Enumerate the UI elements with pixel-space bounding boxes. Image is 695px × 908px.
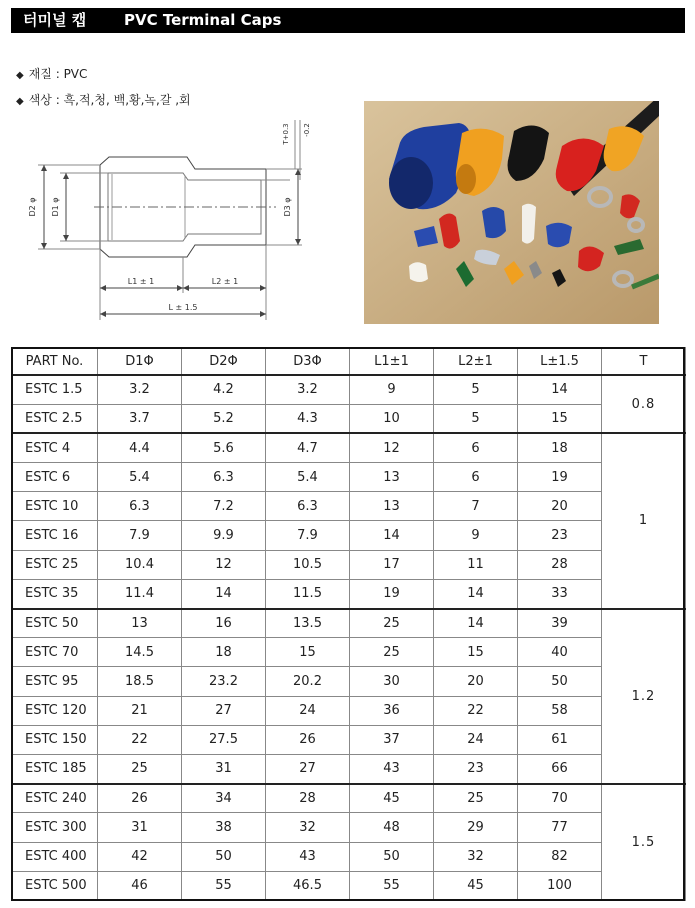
dimension-cell: 18 bbox=[182, 638, 266, 667]
dimension-cell: 28 bbox=[266, 784, 350, 813]
dimension-cell: 55 bbox=[182, 871, 266, 900]
header-l: L±1.5 bbox=[518, 348, 602, 376]
dimension-cell: 55 bbox=[350, 871, 434, 900]
d3-label: D3 φ bbox=[283, 197, 292, 217]
part-number-cell: ESTC 95 bbox=[12, 667, 98, 696]
part-number-cell: ESTC 16 bbox=[12, 521, 98, 550]
dimension-cell: 19 bbox=[350, 579, 434, 608]
dimension-cell: 50 bbox=[182, 842, 266, 871]
table-row bbox=[12, 463, 686, 492]
dimension-cell: 37 bbox=[350, 725, 434, 754]
dimension-cell: 4.4 bbox=[98, 433, 182, 462]
dimension-cell: 12 bbox=[350, 433, 434, 462]
dimension-cell: 23.2 bbox=[182, 667, 266, 696]
dimension-cell: 48 bbox=[350, 813, 434, 842]
dimension-cell: 28 bbox=[518, 550, 602, 579]
l-label: L ± 1.5 bbox=[168, 303, 198, 312]
dimension-cell: 3.7 bbox=[98, 404, 182, 433]
spec-color-value: 흑,적,청, 백,황,녹,갈 ,회 bbox=[63, 93, 191, 107]
dimension-cell: 25 bbox=[350, 609, 434, 638]
dimension-cell: 10 bbox=[350, 404, 434, 433]
dimension-cell: 32 bbox=[266, 813, 350, 842]
dimension-cell: 12 bbox=[182, 550, 266, 579]
dimension-cell: 13 bbox=[98, 609, 182, 638]
dimension-cell: 5 bbox=[434, 404, 518, 433]
dimension-cell: 66 bbox=[518, 754, 602, 783]
dimension-cell: 22 bbox=[98, 725, 182, 754]
diamond-bullet-icon: ◆ bbox=[16, 70, 24, 81]
dimension-cell: 4.2 bbox=[182, 375, 266, 404]
dimension-cell: 9.9 bbox=[182, 521, 266, 550]
dimension-cell: 70 bbox=[518, 784, 602, 813]
part-number-cell: ESTC 500 bbox=[12, 871, 98, 900]
table-row bbox=[12, 696, 686, 725]
diamond-bullet-icon: ◆ bbox=[16, 96, 24, 107]
dimension-cell: 4.7 bbox=[266, 433, 350, 462]
part-number-cell: ESTC 25 bbox=[12, 550, 98, 579]
l2-label: L2 ± 1 bbox=[211, 277, 239, 286]
dimension-cell: 18 bbox=[518, 433, 602, 462]
spec-table-body bbox=[12, 375, 686, 901]
dimension-cell: 23 bbox=[518, 521, 602, 550]
dimension-cell: 29 bbox=[434, 813, 518, 842]
dimension-cell: 15 bbox=[266, 638, 350, 667]
dimension-cell: 22 bbox=[434, 696, 518, 725]
dimension-cell: 31 bbox=[98, 813, 182, 842]
dimension-cell: 20.2 bbox=[266, 667, 350, 696]
dimension-cell: 3.2 bbox=[98, 375, 182, 404]
table-row bbox=[12, 521, 686, 550]
dimension-cell: 24 bbox=[434, 725, 518, 754]
dimension-cell: 4.3 bbox=[266, 404, 350, 433]
part-number-cell: ESTC 300 bbox=[12, 813, 98, 842]
header-l2: L2±1 bbox=[434, 348, 518, 376]
table-row bbox=[12, 667, 686, 696]
dimension-cell: 20 bbox=[434, 667, 518, 696]
dimension-cell: 77 bbox=[518, 813, 602, 842]
part-number-cell: ESTC 50 bbox=[12, 609, 98, 638]
dimension-cell: 14 bbox=[518, 375, 602, 404]
page-header bbox=[11, 8, 685, 33]
dimension-cell: 43 bbox=[266, 842, 350, 871]
part-number-cell: ESTC 240 bbox=[12, 784, 98, 813]
dimension-cell: 82 bbox=[518, 842, 602, 871]
cap-dimension-diagram bbox=[20, 110, 320, 325]
dimension-cell: 7.2 bbox=[182, 492, 266, 521]
part-number-cell: ESTC 120 bbox=[12, 696, 98, 725]
dimension-cell: 45 bbox=[434, 871, 518, 900]
part-number-cell: ESTC 2.5 bbox=[12, 404, 98, 433]
table-row bbox=[12, 871, 686, 900]
spec-color-label: 색상 bbox=[28, 93, 52, 107]
dimension-cell: 7 bbox=[434, 492, 518, 521]
thickness-cell: 1 bbox=[602, 433, 686, 608]
thickness-cell: 0.8 bbox=[602, 375, 686, 433]
dimension-cell: 15 bbox=[518, 404, 602, 433]
table-row bbox=[12, 842, 686, 871]
dimension-cell: 23 bbox=[434, 754, 518, 783]
thickness-cell: 1.2 bbox=[602, 609, 686, 784]
dimension-cell: 30 bbox=[350, 667, 434, 696]
header-t: T bbox=[602, 348, 686, 376]
thickness-cell: 1.5 bbox=[602, 784, 686, 901]
spec-material-label: 재질 bbox=[28, 67, 52, 81]
dimension-cell: 58 bbox=[518, 696, 602, 725]
dimension-cell: 11.5 bbox=[266, 579, 350, 608]
header-title-english: PVC Terminal Caps bbox=[124, 11, 282, 29]
header-d3: D3Φ bbox=[266, 348, 350, 376]
table-row bbox=[12, 725, 686, 754]
dimension-cell: 5.2 bbox=[182, 404, 266, 433]
dimension-cell: 18.5 bbox=[98, 667, 182, 696]
table-row bbox=[12, 492, 686, 521]
dimension-cell: 24 bbox=[266, 696, 350, 725]
part-number-cell: ESTC 4 bbox=[12, 433, 98, 462]
dimension-cell: 19 bbox=[518, 463, 602, 492]
dimension-cell: 6 bbox=[434, 463, 518, 492]
dimension-cell: 10.5 bbox=[266, 550, 350, 579]
dimension-cell: 7.9 bbox=[266, 521, 350, 550]
header-l1: L1±1 bbox=[350, 348, 434, 376]
dimension-cell: 42 bbox=[98, 842, 182, 871]
t-plus-label: T+0.3 bbox=[282, 123, 290, 145]
spec-table bbox=[11, 347, 686, 901]
part-number-cell: ESTC 6 bbox=[12, 463, 98, 492]
dimension-cell: 25 bbox=[350, 638, 434, 667]
dimension-cell: 5.4 bbox=[266, 463, 350, 492]
dimension-cell: 6.3 bbox=[182, 463, 266, 492]
dimension-cell: 14 bbox=[350, 521, 434, 550]
dimension-cell: 46.5 bbox=[266, 871, 350, 900]
dimension-cell: 27 bbox=[266, 754, 350, 783]
dimension-cell: 16 bbox=[182, 609, 266, 638]
t-minus-label: -0.2 bbox=[303, 123, 311, 137]
dimension-cell: 36 bbox=[350, 696, 434, 725]
dimension-cell: 5.4 bbox=[98, 463, 182, 492]
spec-material: ◆ 재질 : PVC bbox=[16, 67, 88, 81]
header-title-korean: 터미널 캡 bbox=[23, 11, 87, 29]
dimension-cell: 9 bbox=[434, 521, 518, 550]
dimension-cell: 20 bbox=[518, 492, 602, 521]
dimension-cell: 25 bbox=[434, 784, 518, 813]
spec-color: ◆ 색상 : 흑,적,청, 백,황,녹,갈 ,회 bbox=[16, 93, 191, 107]
dimension-cell: 10.4 bbox=[98, 550, 182, 579]
table-row bbox=[12, 550, 686, 579]
header-d2: D2Φ bbox=[182, 348, 266, 376]
dimension-cell: 17 bbox=[350, 550, 434, 579]
dimension-cell: 100 bbox=[518, 871, 602, 900]
dimension-cell: 40 bbox=[518, 638, 602, 667]
table-row bbox=[12, 404, 686, 433]
dimension-cell: 6.3 bbox=[98, 492, 182, 521]
dimension-cell: 34 bbox=[182, 784, 266, 813]
dimension-cell: 45 bbox=[350, 784, 434, 813]
dimension-cell: 14 bbox=[434, 609, 518, 638]
part-number-cell: ESTC 1.5 bbox=[12, 375, 98, 404]
dimension-cell: 6 bbox=[434, 433, 518, 462]
dimension-cell: 38 bbox=[182, 813, 266, 842]
dimension-cell: 50 bbox=[518, 667, 602, 696]
dimension-cell: 15 bbox=[434, 638, 518, 667]
table-row bbox=[12, 754, 686, 783]
dimension-cell: 13 bbox=[350, 492, 434, 521]
l1-label: L1 ± 1 bbox=[127, 277, 155, 286]
dimension-cell: 13 bbox=[350, 463, 434, 492]
table-row bbox=[12, 813, 686, 842]
dimension-cell: 3.2 bbox=[266, 375, 350, 404]
dimension-cell: 14 bbox=[434, 579, 518, 608]
dimension-cell: 25 bbox=[98, 754, 182, 783]
dimension-cell: 13.5 bbox=[266, 609, 350, 638]
dimension-cell: 9 bbox=[350, 375, 434, 404]
dimension-cell: 27 bbox=[182, 696, 266, 725]
dimension-cell: 5 bbox=[434, 375, 518, 404]
dimension-cell: 43 bbox=[350, 754, 434, 783]
dimension-cell: 31 bbox=[182, 754, 266, 783]
dimension-cell: 50 bbox=[350, 842, 434, 871]
part-number-cell: ESTC 150 bbox=[12, 725, 98, 754]
dimension-cell: 32 bbox=[434, 842, 518, 871]
dimension-cell: 14.5 bbox=[98, 638, 182, 667]
table-row bbox=[12, 609, 686, 638]
dimension-cell: 26 bbox=[98, 784, 182, 813]
table-row bbox=[12, 638, 686, 667]
dimension-cell: 21 bbox=[98, 696, 182, 725]
d1-label: D1 φ bbox=[51, 197, 60, 217]
part-number-cell: ESTC 185 bbox=[12, 754, 98, 783]
dimension-cell: 46 bbox=[98, 871, 182, 900]
dimension-cell: 26 bbox=[266, 725, 350, 754]
part-number-cell: ESTC 400 bbox=[12, 842, 98, 871]
part-number-cell: ESTC 10 bbox=[12, 492, 98, 521]
dimension-cell: 6.3 bbox=[266, 492, 350, 521]
table-header-row bbox=[12, 348, 686, 376]
table-row bbox=[12, 579, 686, 608]
part-number-cell: ESTC 70 bbox=[12, 638, 98, 667]
table-row bbox=[12, 375, 686, 404]
dimension-cell: 5.6 bbox=[182, 433, 266, 462]
dimension-cell: 11 bbox=[434, 550, 518, 579]
header-d1: D1Φ bbox=[98, 348, 182, 376]
table-row bbox=[12, 784, 686, 813]
table-row bbox=[12, 433, 686, 462]
spec-material-value: PVC bbox=[63, 67, 88, 81]
dimension-cell: 33 bbox=[518, 579, 602, 608]
part-number-cell: ESTC 35 bbox=[12, 579, 98, 608]
dimension-cell: 61 bbox=[518, 725, 602, 754]
dimension-cell: 14 bbox=[182, 579, 266, 608]
dimension-cell: 7.9 bbox=[98, 521, 182, 550]
d2-label: D2 φ bbox=[28, 197, 37, 217]
header-part-no: PART No. bbox=[12, 348, 98, 376]
dimension-cell: 39 bbox=[518, 609, 602, 638]
dimension-cell: 27.5 bbox=[182, 725, 266, 754]
product-photo bbox=[364, 101, 659, 324]
dimension-cell: 11.4 bbox=[98, 579, 182, 608]
